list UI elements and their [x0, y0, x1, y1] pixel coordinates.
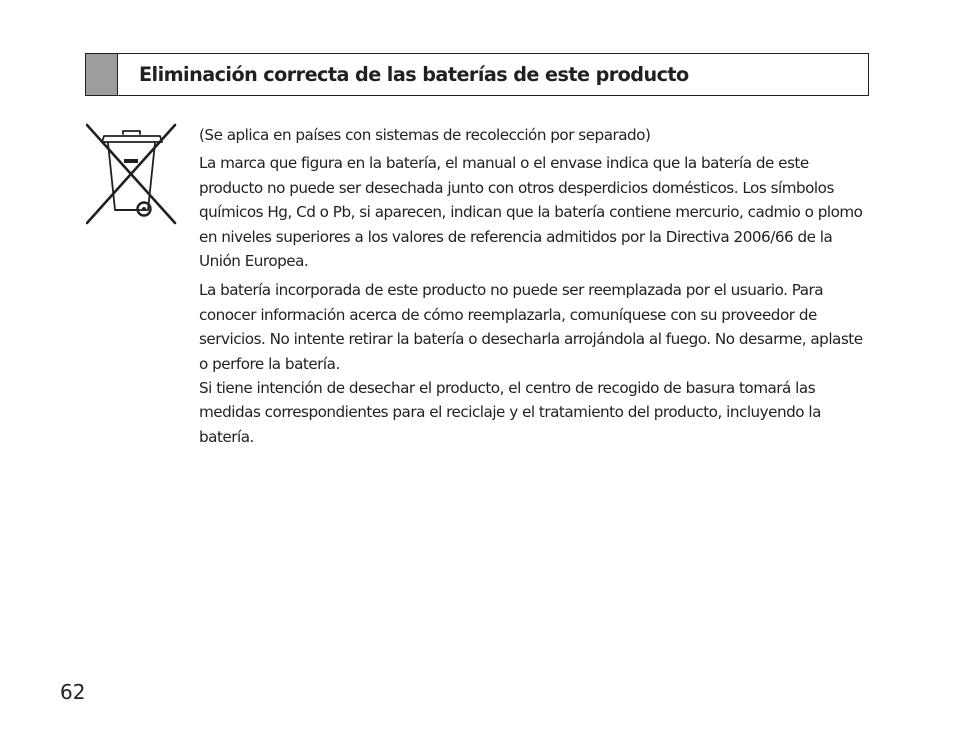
paragraph-battery-marking: La marca que figura en la batería, el manual o el envase indica que la batería de este producto no puede ser desechada junto con otros desperdicios domésticos. Los símbolos químicos Hg, Cd o Pb, si aparecen, indican que la batería contiene mercurio, cadmio o plomo en niveles superiores a los valores de referencia admitidos por la Directiva 2006/66 de la Unión Europea. [199, 154, 863, 271]
paragraph-product-disposal: Si tiene intención de desechar el producto, el centro de recogido de basura tomará las medidas correspondientes para el reciclaje y el tratamiento del producto, incluyendo la batería. [199, 379, 821, 446]
applicability-note: (Se aplica en países con sistemas de recolección por separado) [199, 126, 651, 144]
section-marker [86, 54, 118, 95]
paragraph-built-in-battery: La batería incorporada de este producto no puede ser reemplazada por el usuario. Para conocer información acerca de cómo reemplazarla, comuníquese con su proveedor de servicios. No intente retirar la batería o desecharla arrojándola al fuego. No desarme, aplaste o perfore la batería. [199, 281, 863, 373]
section-header [85, 53, 869, 96]
battery-disposal-text [199, 123, 864, 449]
page-number: 62 [60, 680, 86, 704]
section-title: Eliminación correcta de las baterías de este producto [139, 63, 689, 86]
crossed-out-wheelie-bin-icon [86, 123, 178, 225]
